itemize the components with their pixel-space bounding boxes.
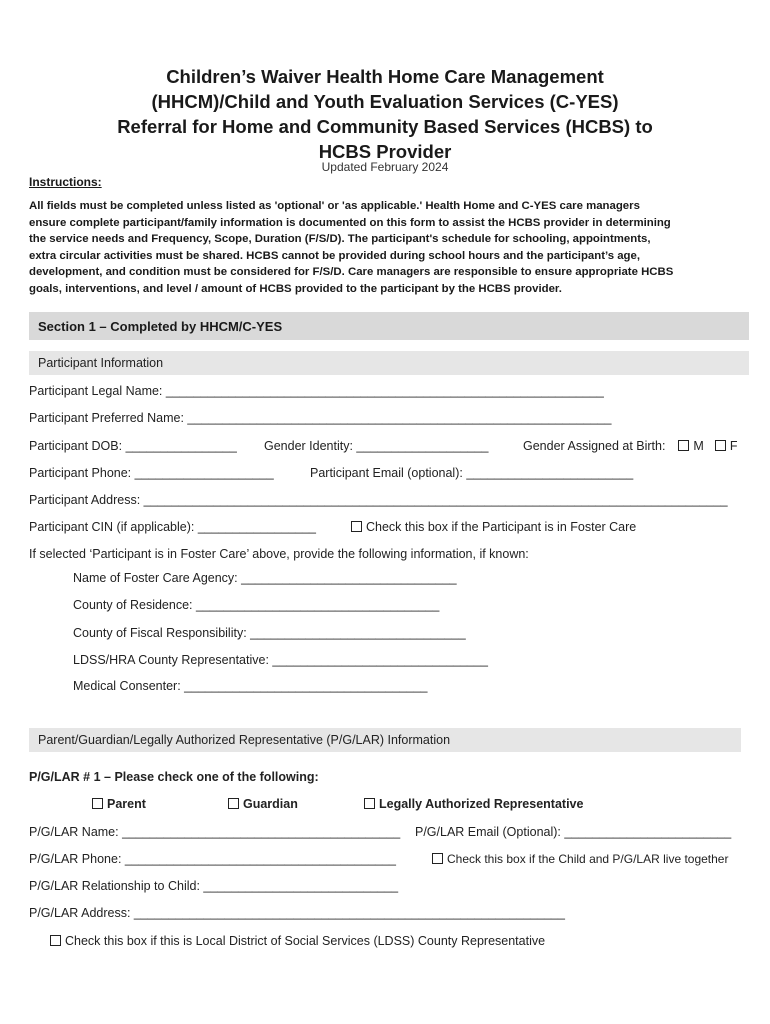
participant-phone-field[interactable]: Participant Phone: ____________________: [29, 466, 274, 480]
participant-info-header: Participant Information: [29, 351, 749, 375]
gender-m-checkbox[interactable]: [678, 440, 689, 451]
pglar-name-field[interactable]: P/G/LAR Name: ________________________________________: [29, 825, 401, 839]
gender-at-birth-group: [523, 439, 737, 453]
guardian-label: Guardian: [243, 797, 298, 811]
instructions-body: [29, 198, 751, 298]
gender-f-checkbox[interactable]: [715, 440, 726, 451]
title-line-4: HCBS Provider: [318, 141, 452, 162]
pglar-lar-option: [364, 797, 583, 811]
foster-care-group: [351, 520, 636, 534]
participant-address-field[interactable]: Participant Address: ____________________________________________________________________________________: [29, 493, 728, 507]
instructions-line: development, and condition must be considered for F/S/D. Care managers are responsible to ensure appropriate HCBS: [29, 266, 674, 279]
pglar-prompt: P/G/LAR # 1 – Please check one of the following:: [29, 770, 319, 784]
pglar-address-field[interactable]: P/G/LAR Address: ______________________________________________________________: [29, 906, 565, 920]
lar-label: Legally Authorized Representative: [379, 797, 584, 811]
pglar-relationship-field[interactable]: P/G/LAR Relationship to Child: ____________________________: [29, 879, 399, 893]
pglar-info-header: Parent/Guardian/Legally Authorized Representative (P/G/LAR) Information: [29, 728, 741, 752]
gender-m-label: M: [693, 439, 704, 453]
live-together-label: Check this box if the Child and P/G/LAR live together: [447, 852, 729, 866]
section-1-header: Section 1 – Completed by HHCM/C-YES: [29, 312, 749, 340]
title-line-1: Children’s Waiver Health Home Care Management: [166, 66, 604, 87]
participant-cin-field[interactable]: Participant CIN (if applicable): _________________: [29, 520, 316, 534]
participant-dob-field[interactable]: Participant DOB: ________________: [29, 439, 237, 453]
medical-consenter-field[interactable]: Medical Consenter: ___________________________________: [73, 679, 428, 693]
pglar-email-field[interactable]: P/G/LAR Email (Optional): ________________________: [415, 825, 732, 839]
instructions-line: ensure complete participant/family information is documented on this form to assist the HCBS provider in determining: [29, 216, 671, 229]
county-fiscal-field[interactable]: County of Fiscal Responsibility: _______________________________: [73, 626, 466, 640]
foster-care-checkbox[interactable]: [351, 521, 362, 532]
live-together-group: [432, 852, 728, 866]
ldss-county-rep-group: [50, 934, 545, 948]
pglar-parent-option: [92, 797, 146, 811]
live-together-checkbox[interactable]: [432, 853, 443, 864]
participant-email-field[interactable]: Participant Email (optional): ________________________: [310, 466, 634, 480]
updated-date: Updated February 2024: [321, 160, 449, 174]
instructions-line: the service needs and Frequency, Scope, Duration (F/S/D). The participant's schedule for schooling, appointments,: [29, 233, 651, 246]
foster-care-intro: If selected ‘Participant is in Foster Care’ above, provide the following information, if known:: [29, 547, 529, 561]
participant-legal-name-field[interactable]: Participant Legal Name: _______________________________________________________________: [29, 384, 604, 398]
county-residence-field[interactable]: County of Residence: ___________________________________: [73, 598, 440, 612]
title-line-2: (HHCM)/Child and Youth Evaluation Services (C-YES): [151, 91, 619, 112]
lar-checkbox[interactable]: [364, 798, 375, 809]
gender-identity-field[interactable]: Gender Identity: ___________________: [264, 439, 489, 453]
instructions-line: extra circular activities must be shared. HCBS cannot be provided during school hours and the participant’s age,: [29, 249, 641, 262]
form-title: [0, 64, 770, 164]
ldss-county-rep-checkbox[interactable]: [50, 935, 61, 946]
participant-preferred-name-field[interactable]: Participant Preferred Name: _____________________________________________________________: [29, 411, 612, 425]
instructions-line: goals, interventions, and level / amount of HCBS provided to the participant by the HCBS provider.: [29, 282, 562, 295]
guardian-checkbox[interactable]: [228, 798, 239, 809]
ldss-representative-field[interactable]: LDSS/HRA County Representative: _______________________________: [73, 653, 488, 667]
ldss-county-rep-label: Check this box if this is Local District of Social Services (LDSS) County Representative: [65, 934, 546, 948]
instructions-label: Instructions:: [29, 175, 102, 189]
foster-agency-field[interactable]: Name of Foster Care Agency: _______________________________: [73, 571, 457, 585]
parent-checkbox[interactable]: [92, 798, 103, 809]
title-line-3: Referral for Home and Community Based Services (HCBS) to: [117, 116, 653, 137]
foster-care-label: Check this box if the Participant is in Foster Care: [366, 520, 637, 534]
gender-at-birth-label: Gender Assigned at Birth:: [523, 439, 666, 453]
pglar-guardian-option: [228, 797, 298, 811]
parent-label: Parent: [107, 797, 146, 811]
pglar-phone-field[interactable]: P/G/LAR Phone: _______________________________________: [29, 852, 397, 866]
gender-f-label: F: [729, 439, 738, 453]
instructions-line: All fields must be completed unless listed as 'optional' or 'as applicable.' Health Home and C-YES care managers: [29, 200, 640, 212]
